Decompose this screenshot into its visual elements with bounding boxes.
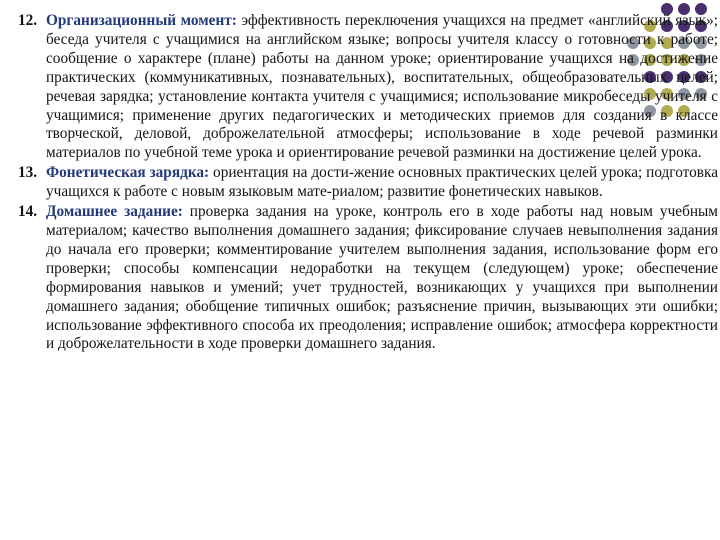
item-text: проверка задания на уроке, контроль его в ходе работы над новым учебным материалом; качество выполнения домашнего задания; фиксирование случаев невыполнения задания до начала его проверки; комментирование учителем выполнения задания, использование форм его проверки; способы компенсации недоработки на текущем (следующем) уроке; обеспечение формирования навыков и умений; учет трудностей, возникающих у учащихся при выполнении домашнего задания; обобщение типичных ошибок; разъяснение причин, вызывающих эти ошибки; использование эффективного способа их преодоления; исправление ошибок; атмосфера корректности и доброжелательности в ходе проверки домашнего задания. <box>46 203 718 353</box>
item-title: Фонетическая зарядка: <box>46 164 210 182</box>
list-item-homework <box>18 203 718 354</box>
item-body <box>46 164 718 202</box>
item-number: 13. <box>18 164 38 182</box>
item-title: Домашнее задание: <box>46 203 183 221</box>
item-title: Организационный момент: <box>46 12 237 29</box>
list-item-phonetic-warmup <box>18 164 718 202</box>
item-number: 12. <box>18 12 38 29</box>
item-number: 14. <box>18 203 38 221</box>
item-body <box>46 203 718 354</box>
item-text: ориентация на дости-жение основных практических целей урока; подготовка учащихся к работе с новым языковым мате-риалом; развитие фонетических навыков. <box>46 164 718 201</box>
slide-content <box>18 12 718 354</box>
list-item-organizational-moment <box>18 12 718 163</box>
item-body <box>46 12 718 163</box>
item-text: эффективность переключения учащихся на предмет «английский язык»; беседа учителя с учащимися на английском языке; вопросы учителя классу о готовности к работе; сообщение о характере (плане) работы на данном уроке; ориентирование учащихся на достижение практических (коммуникативных, познавательных), воспитательных, общеобразовательных целей; речевая зарядка; установление контакта учителя с учащимися; использование микробеседы учителя с учащимися; применение других педагогических и методических приемов для создания в классе творческой, деловой, доброжелательной атмосферы; использование в ходе речевой разминки материалов по учебной теме урока и ориентирование речевой разминки на достижение целей урока. <box>46 12 718 162</box>
